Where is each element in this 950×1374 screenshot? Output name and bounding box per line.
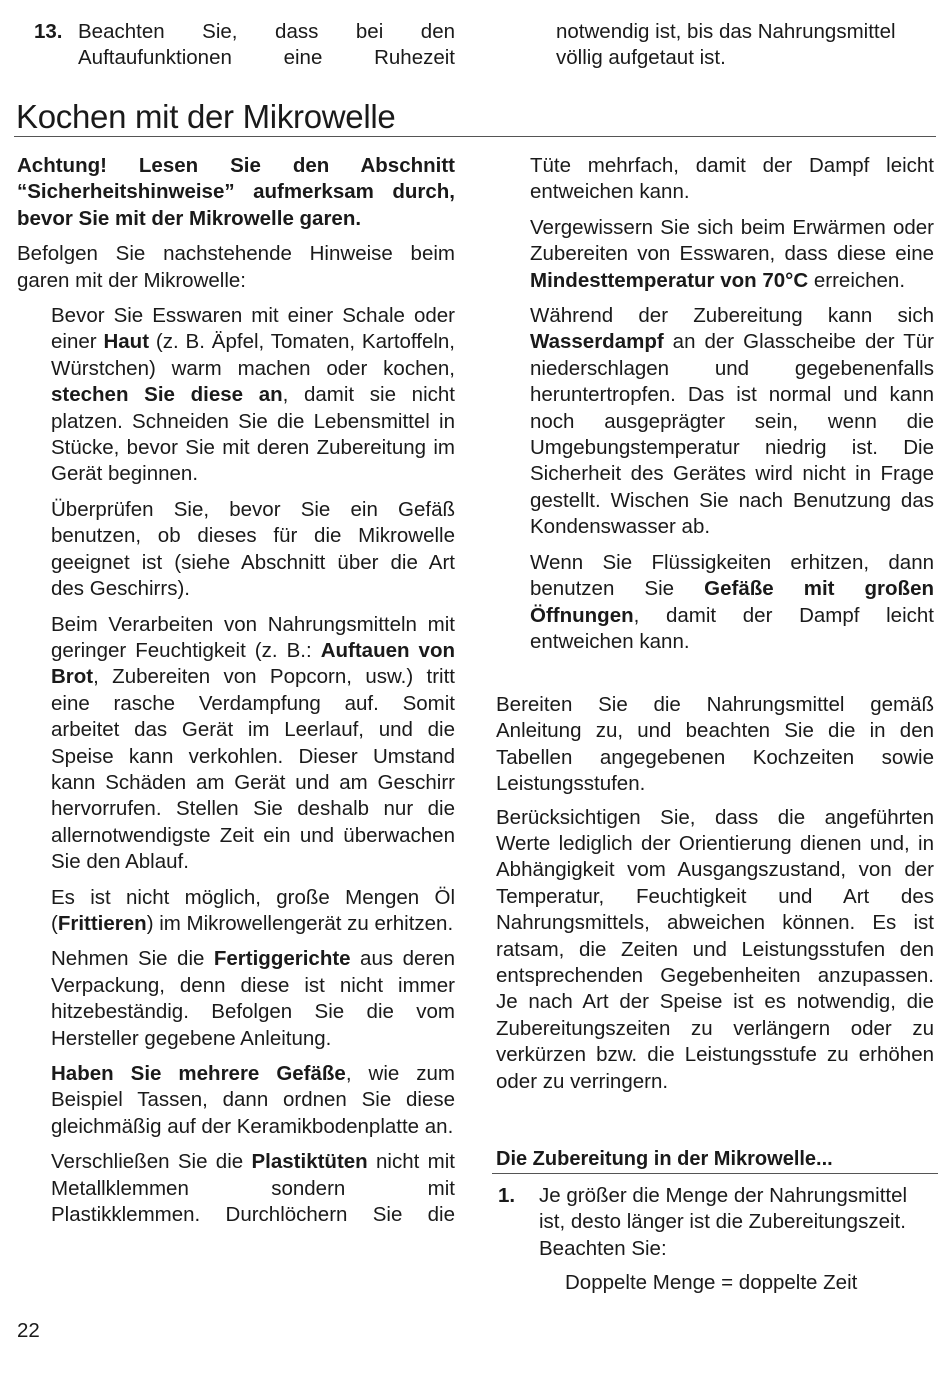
right-column-tips (530, 153, 934, 655)
tip-multiple-vessels: Haben Sie mehrere Gefäße, wie zum Beispiel Tassen, dann ordnen Sie diese gleichmäßig auf der Keramikbodenplatte an. (51, 1062, 456, 1138)
values-note-paragraph: Berücksichtigen Sie, dass die angeführten Werte lediglich der Orientierung dienen und, in Abhängigkeit vom Ausgangszustand, von der Temperatur, Feuchtigkeit und Art des Nahrungsmittels, abweichen können. Es ist ratsam, die Zeiten und Leistungsstufen den entsprechenden Gegebenheiten anzupassen. Je nach Art der Speise ist es notwendig, die Zubereitungszeiten zu verlängern oder zu verkürzen bzw. die Leistungsstufe zu erhöhen oder zu verringern. (496, 805, 934, 1093)
tip-plastic-bags: Verschließen Sie die Plastiktüten nicht mit Metallklemmen sondern mit Plastikklemmen. Durchlöchern Sie die (51, 1150, 455, 1227)
tip-skin: Bevor Sie Esswaren mit einer Schale oder einer Haut (z. B. Äpfel, Tomaten, Kartoffeln, Würstchen) warm machen oder kochen, stechen Sie diese an, damit sie nicht platzen. Schneiden Sie die Lebensmittel in Stücke, bevor Sie mit deren Zubereitung im Gerät beginnen. (51, 304, 455, 486)
step-number: 13. (34, 20, 63, 43)
prepare-paragraph: Bereiten Sie die Nahrungsmittel gemäß Anleitung zu, und beachten Sie die in den Tabellen angegebenen Kochzeiten sowie Leistungsstufen. (496, 693, 934, 796)
tips-list (51, 303, 455, 1228)
subheading: Die Zubereitung in der Mikrowelle... (496, 1148, 833, 1170)
tip-low-moisture: Beim Verarbeiten von Nahrungsmitteln mit geringer Feuchtigkeit (z. B.: Auftauen von Brot, Zubereiten von Popcorn, usw.) tritt eine rasche Verdampfung auf. Somit arbeitet das Gerät im Leerlauf, und die Speise kann verkohlen. Dieser Umstand kann Schäden am Gerät und am Geschirr hervorrufen. Stellen Sie deshalb nur die allernotwendigste Zeit ein und überwachen Sie den Ablauf. (51, 612, 455, 874)
title-rule (14, 136, 936, 137)
step-text: Beachten Sie, dass bei den Auftaufunktionen eine Ruhezeit (78, 20, 455, 70)
step-number: 1. (498, 1184, 516, 1207)
tip-plastic-bags-cont: Tüte mehrfach, damit der Dampf leicht entweichen kann. (530, 154, 934, 204)
tip-ready-meals: Nehmen Sie die Fertiggerichte aus deren Verpackung, denn diese ist nicht immer hitzebeständig. Befolgen Sie die vom Hersteller gegebene Anleitung. (51, 947, 455, 1050)
tip-oil: Es ist nicht möglich, große Mengen Öl (Frittieren) im Mikrowellengerät zu erhitzen. (51, 885, 455, 935)
left-column (17, 153, 455, 1228)
tip-container: Überprüfen Sie, bevor Sie ein Gefäß benutzen, ob dieses für die Mikrowelle geeignet ist (siehe Abschnitt über die Art des Geschirrs). (51, 497, 455, 601)
tip-steam: Während der Zubereitung kann sich Wasserdampf an der Glasscheibe der Tür niederschlagen und gegebenenfalls heruntertropfen. Das ist normal und kann noch ausgeprägter sein, wenn die Umgebungstemperatur niedrig ist. Die Sicherheit des Gerätes wird nicht in Frage gestellt. Wischen Sie nach Benutzung das Kondenswasser ab. (530, 304, 934, 539)
tip-min-temperature: Vergewissern Sie sich beim Erwärmen oder Zubereiten von Esswaren, dass diese eine Mindesttemperatur von 70°C erreichen. (530, 215, 934, 292)
step-13 (34, 19, 455, 72)
tip-liquids: Wenn Sie Flüssigkeiten erhitzen, dann benutzen Sie Gefäße mit großen Öffnungen, damit der Dampf leicht entweichen kann. (530, 550, 935, 653)
subheading-rule (492, 1173, 938, 1174)
step-1 (498, 1183, 934, 1262)
step-text: Je größer die Menge der Nahrungsmittel ist, desto länger ist die Zubereitungszeit. Beachten Sie: (539, 1184, 908, 1260)
formula: Doppelte Menge = doppelte Zeit (565, 1271, 858, 1294)
step-13-continuation: notwendig ist, bis das Nahrungsmittel völlig aufgetaut ist. (556, 20, 896, 70)
section-title: Kochen mit der Mikrowelle (16, 98, 396, 135)
intro-text: Befolgen Sie nachstehende Hinweise beim garen mit der Mikrowelle: (17, 242, 455, 292)
warning-text: Achtung! Lesen Sie den Abschnitt “Sicherheitshinweise” aufmerksam durch, bevor Sie mit der Mikrowelle garen. (17, 154, 455, 230)
page-number: 22 (17, 1319, 40, 1342)
right-column-body (496, 692, 934, 1095)
